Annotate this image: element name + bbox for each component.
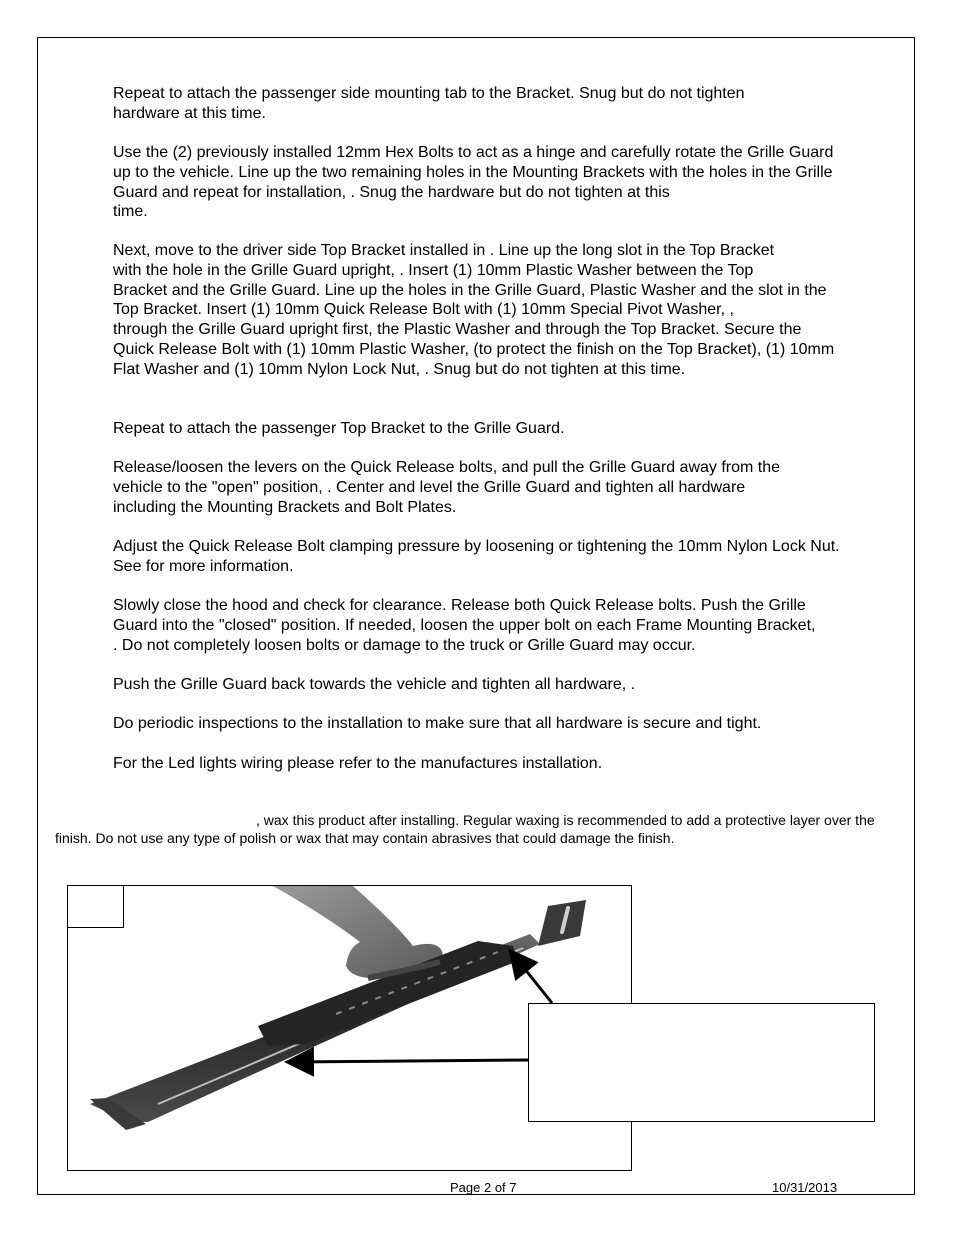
step-paragraph-3: Next, move to the driver side Top Bracket installed in . Line up the long slot in the Top Bracket with the hole in the Grille Guard upright, . Insert (1) 10mm Plastic Washer between the Top Bracket and the Grille Guard. Line up the holes in the Grille Guard, Plastic Washer and the slot in the Top Bracket. Insert (1) 10mm Quick Release Bolt with (1) 10mm Special Pivot Washer, , through the Grille Guard upright first, the Plastic Washer and through the Top Bracket. Secure the Quick Release Bolt with (1) 10mm Plastic Washer, (to protect the finish on the Top Bracket), (1) 10mm Flat Washer and (1) 10mm Nylon Lock Nut, . Snug but do not tighten at this time.: [113, 242, 835, 378]
care-note: , wax this product after installing. Regular waxing is recommended to add a protective layer over the finish. Do not use any type of polish or wax that may contain abrasives that could damage the finish.: [55, 812, 875, 846]
step-paragraph-6: Adjust the Quick Release Bolt clamping pressure by loosening or tightening the 10mm Nylon Lock Nut. See for more information.: [113, 538, 840, 575]
step-paragraph-5: Release/loosen the levers on the Quick Release bolts, and pull the Grille Guard away from the vehicle to the "open" position, . Center and level the Grille Guard and tighten all hardware including the Mounting Brackets and Bolt Plates.: [113, 459, 781, 516]
page-number: Page 2 of 7: [450, 1180, 517, 1195]
bracket-right-tab: [538, 900, 586, 946]
step-paragraph-7: Slowly close the hood and check for clearance. Release both Quick Release bolts. Push the Grille Guard into the "closed" position. If needed, loosen the upper bolt on each Frame Mounting Bracket, . Do not completely loosen bolts or damage to the truck or Grille Guard may occur.: [113, 597, 816, 654]
revision-date: 10/31/2013: [772, 1180, 838, 1195]
figure-label-box: [67, 885, 124, 928]
callout-box: [528, 1003, 875, 1122]
step-paragraph-10: For the Led lights wiring please refer to the manufactures installation.: [113, 755, 603, 772]
step-paragraph-4: Repeat to attach the passenger Top Bracket to the Grille Guard.: [113, 420, 565, 437]
step-paragraph-2: Use the (2) previously installed 12mm Hex Bolts to act as a hinge and carefully rotate the Grille Guard up to the vehicle. Line up the two remaining holes in the Mounting Brackets with the holes in the Grille Guard and repeat for installation, . Snug the hardware but do not tighten at this time.: [113, 144, 834, 221]
step-paragraph-9: Do periodic inspections to the installation to make sure that all hardware is secure and tight.: [113, 715, 762, 732]
hand-shape: [273, 886, 443, 978]
step-paragraph-1: Repeat to attach the passenger side mounting tab to the Bracket. Snug but do not tighten hardware at this time.: [113, 85, 745, 122]
step-paragraph-8: Push the Grille Guard back towards the vehicle and tighten all hardware, .: [113, 676, 636, 693]
